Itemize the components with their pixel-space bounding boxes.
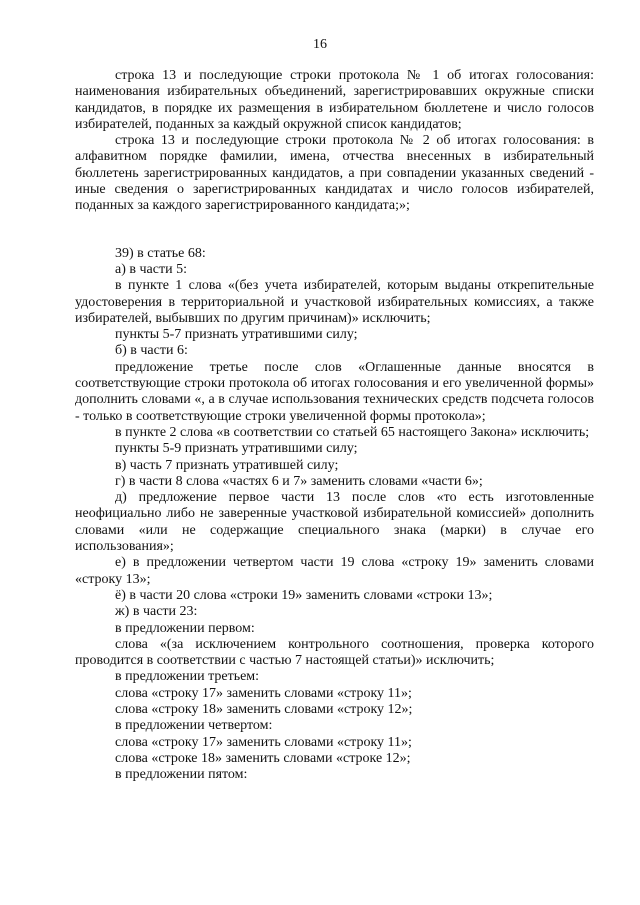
paragraph-article-68-heading: 39) в статье 68:: [115, 245, 206, 261]
paragraph-sentence-3-heading: в предложении третьем:: [115, 669, 260, 685]
paragraph-sentence-4-change-b: слова «строке 18» заменить словами «строке 12»;: [115, 750, 411, 766]
paragraph-part-23-heading: ж) в части 23:: [115, 604, 198, 620]
paragraph-sentence-3-change-a: слова «строку 17» заменить словами «строку 11»;: [115, 685, 412, 701]
paragraph-part-5-point-1: в пункте 1 слова «(без учета избирателей, которым выданы открепительные удостоверения в территориальной и участковой избирательных комиссиях, а также избирателей, выбывших по другим причинам)» исключить;: [75, 278, 594, 326]
paragraph-sentence-4-heading: в предложении четвертом:: [115, 718, 273, 734]
paragraph-sentence-1-heading: в предложении первом:: [115, 620, 255, 636]
paragraph-sentence-5-heading: в предложении пятом:: [115, 767, 248, 783]
paragraph-part-8: г) в части 8 слова «частях 6 и 7» заменить словами «части 6»;: [115, 473, 483, 489]
paragraph-sentence-1-change: слова «(за исключением контрольного соотношения, проверка которого проводится в соответствии с частью 7 настоящей статьи)» исключить;: [75, 636, 594, 669]
paragraph-part-5-heading: а) в части 5:: [115, 261, 187, 277]
page-number: 16: [313, 37, 327, 52]
paragraph-sentence-3-change-b: слова «строку 18» заменить словами «строку 12»;: [115, 701, 413, 717]
paragraph-protocol-1-line-13: строка 13 и последующие строки протокола № 1 об итогах голосования: наименования избирательных объединений, зарегистрировавших окружные списки кандидатов, в порядке их размещения в избирательном бюллетене и число голосов избирателей, поданных за каждый окружной список кандидатов;: [75, 68, 594, 132]
paragraph-part-7: в) часть 7 признать утратившей силу;: [115, 457, 339, 473]
paragraph-part-6-points-5-9: пункты 5-9 признать утратившими силу;: [115, 441, 358, 457]
paragraph-sentence-4-change-a: слова «строку 17» заменить словами «строку 11»;: [115, 734, 412, 750]
paragraph-part-6-heading: б) в части 6:: [115, 343, 188, 359]
paragraph-protocol-2-line-13: строка 13 и последующие строки протокола № 2 об итогах голосования: в алфавитном порядке фамилии, имена, отчества внесенных в избирательный бюллетень зарегистрированных кандидатов, а при совпадении указанных сведений - иные сведения о зарегистрированных кандидатах и число голосов избирателей, поданных за каждого зарегистрированного кандидата;»;: [75, 133, 594, 214]
paragraph-part-6-point-2: в пункте 2 слова «в соответствии со статьей 65 настоящего Закона» исключить;: [115, 424, 590, 440]
paragraph-part-20: ё) в части 20 слова «строки 19» заменить словами «строки 13»;: [115, 587, 493, 603]
paragraph-part-19: е) в предложении четвертом части 19 слова «строку 19» заменить словами «строку 13»;: [75, 555, 594, 587]
paragraph-spacer: [75, 215, 594, 246]
paragraph-part-13: д) предложение первое части 13 после слов «то есть изготовленные неофициально либо не заверенные участковой избирательной комиссией» дополнить словами «или не содержащие специального знака (марки) в случае его использования»;: [75, 490, 594, 555]
paragraph-part-5-points-5-7: пункты 5-7 признать утратившими силу;: [115, 327, 358, 343]
document-body: [75, 68, 594, 783]
paragraph-part-6-sentence-3: предложение третье после слов «Оглашенные данные вносятся в соответствующие строки протокола об итогах голосования и его увеличенной формы» дополнить словами «, а в случае использования технических средств подсчета голосов - только в соответствующие строки увеличенной формы протокола»;: [75, 359, 594, 424]
